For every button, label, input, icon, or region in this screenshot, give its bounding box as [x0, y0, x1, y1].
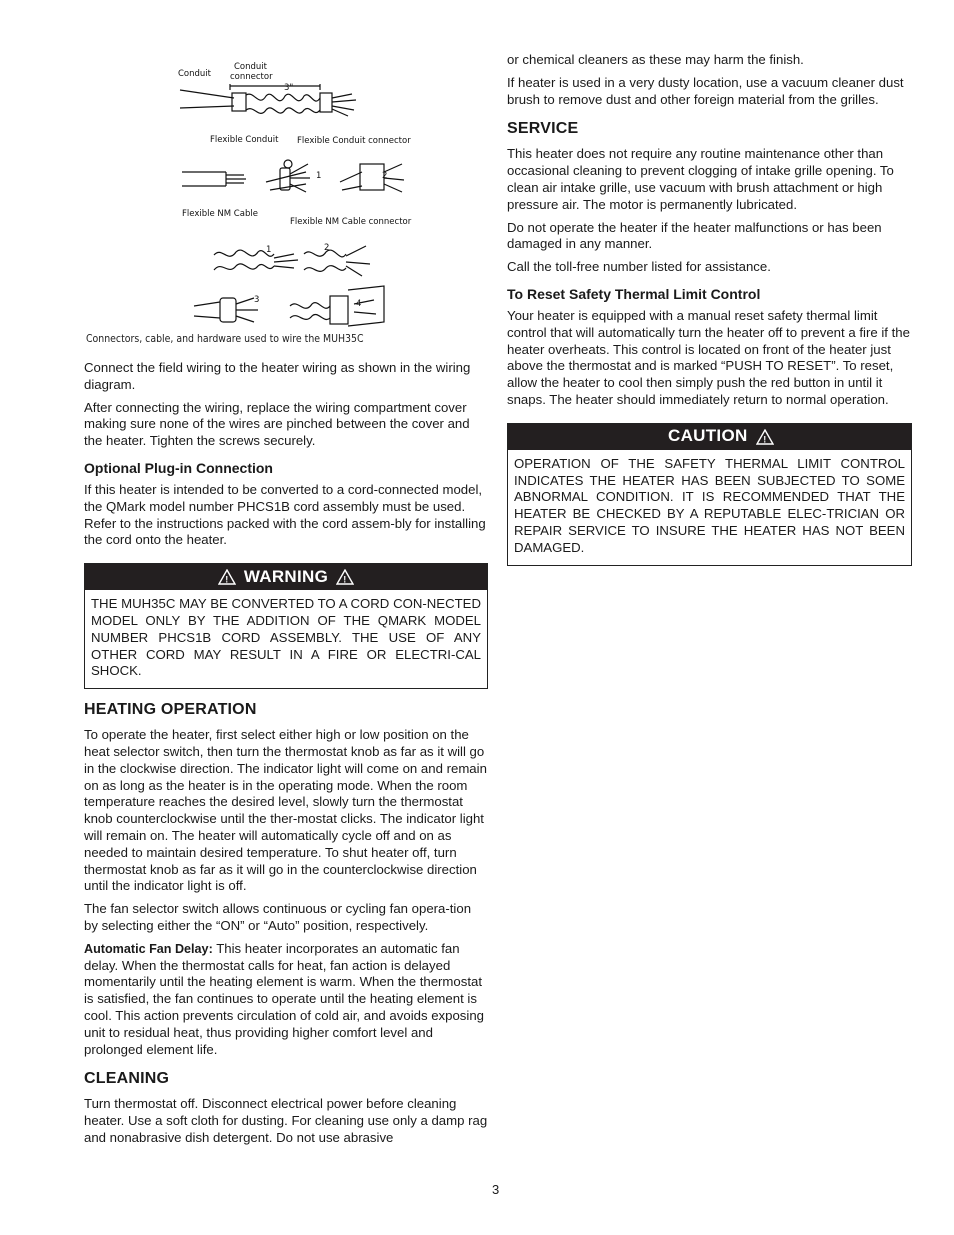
svg-text:!: ! [225, 574, 229, 585]
paragraph-heating-operation: To operate the heater, first select either high or low position on the heat selector switch, then turn the thermostat knob as far as it will go in the clockwise direction. The indicator light will come on and remain on as long as the heater is in the operating mode. When the room temperature reaches the desired level, slowly turn the thermostat knob counterclockwise until the ther-mostat clicks. The indicator light will remain on. The heater will automatically cycle off and on as needed to maintain desired temperature. To shut heater off, turn thermostat knob as far as it will go in the counterclockwise direction until the indicator light is off. [84, 727, 487, 894]
paragraph-optional-plug-in: If this heater is intended to be converted to a cord-connected model, the QMark model number PHCS1B cord assembly must be used. Refer to the instructions packed with the cord assem-bly for installing the cord onto the heater. [84, 481, 486, 548]
svg-text:!: ! [762, 434, 767, 445]
paragraph-chemical-cleaners: or chemical cleaners as these may harm the finish. [507, 52, 804, 67]
paragraph-dusty-location: If heater is used in a very dusty location, use a vacuum cleaner dust brush to remove dust and other foreign material from the grilles. [507, 74, 904, 107]
label-dimension: 3" [284, 83, 294, 93]
label-step-4: 4 [356, 299, 362, 309]
warning-header [85, 564, 487, 590]
warning-text: THE MUH35C MAY BE CONVERTED TO A CORD CON-NECTED MODEL ONLY BY THE ADDITION OF THE QMARK MODEL NUMBER PHCS1B CORD ASSEMBLY. THE USE OF ANY OTHER CORD MAY RESULT IN A FIRE OR ELECTRI-CAL SHOCK. [91, 596, 481, 679]
svg-text:!: ! [343, 574, 347, 585]
caution-title: CAUTION [668, 426, 748, 446]
caution-text: OPERATION OF THE SAFETY THERMAL LIMIT CONTROL INDICATES THE HEATER HAS BEEN SUBJECTED TO SOME ABNORMAL CONDITION. IT IS RECOMMENDED THAT THE HEATER BE CHECKED BY A REPUTABLE ELEC-TRICIAN OR REPAIR SERVICE TO INSURE THE HEATER HAS NOT BEEN DAMAGED. [514, 455, 905, 555]
paragraph-cleaning: Turn thermostat off. Disconnect electrical power before cleaning heater. Use a soft cloth for dusting. For cleaning use only a damp rag and nonabrasive dish detergent. Do not use abrasive [84, 1096, 488, 1145]
wiring-hardware-figure [84, 60, 488, 360]
label-conduit-connector-line1: Conduit [234, 62, 267, 72]
left-column [84, 60, 488, 1153]
warning-box [84, 563, 488, 689]
paragraph-service-malfunction: Do not operate the heater if the heater malfunctions or has been damaged in any manner. [507, 219, 882, 252]
label-flexible-conduit-connector: Flexible Conduit connector [297, 136, 411, 146]
paragraph-fan-delay [84, 941, 488, 1059]
label-step-3: 3 [254, 295, 260, 305]
label-step-1b: 1 [266, 245, 272, 255]
paragraph-service-call: Call the toll-free number listed for assistance. [507, 259, 771, 275]
heading-optional-plug-in: Optional Plug-in Connection [84, 459, 273, 476]
wiring-hardware-illustration [84, 60, 488, 330]
heading-cleaning: CLEANING [84, 1070, 170, 1088]
label-conduit: Conduit [178, 69, 211, 79]
heading-heating-operation: HEATING OPERATION [84, 701, 257, 719]
caution-header [508, 424, 911, 450]
heading-reset-thermal-limit: To Reset Safety Thermal Limit Control [507, 285, 761, 302]
label-step-1a: 1 [316, 171, 322, 181]
fan-delay-lead: Automatic Fan Delay: [84, 941, 213, 956]
label-step-2a: 2 [382, 171, 388, 181]
warning-triangle-icon [336, 569, 354, 585]
label-flexible-nm-cable-connector: Flexible NM Cable connector [290, 217, 412, 227]
page-number: 3 [492, 1182, 500, 1197]
paragraph-connect-wiring: Connect the field wiring to the heater wiring as shown in the wiring diagram. [84, 360, 471, 392]
paragraph-fan-selector: The fan selector switch allows continuous or cycling fan opera-tion by selecting either the “ON” or “Auto” position, respectively. [84, 901, 472, 933]
caution-box [507, 423, 912, 566]
label-flexible-nm-cable: Flexible NM Cable [182, 209, 258, 219]
paragraph-reset-thermal-limit: Your heater is equipped with a manual reset safety thermal limit control that will automatically turn the heater off to prevent a fire if the heater overheats. This control is located on front of the heater just above the thermostat and is marked “PUSH TO RESET”. To reset, allow the heater to cool then simply push the red button in until it snaps. The heater should immediately return to normal operation. [507, 307, 910, 407]
right-column [507, 52, 912, 578]
label-conduit-connector-line2: connector [230, 72, 273, 82]
label-flexible-conduit: Flexible Conduit [210, 135, 279, 145]
warning-title: WARNING [243, 566, 329, 586]
label-step-2b: 2 [324, 243, 330, 253]
warning-triangle-icon [218, 569, 236, 585]
figure-caption: Connectors, cable, and hardware used to wire the MUH35C [86, 334, 364, 345]
paragraph-replace-cover: After connecting the wiring, replace the wiring compartment cover making sure none of the wires are pinched between the cover and the heater. Tighten the screws securely. [84, 399, 470, 449]
paragraph-service-maintenance: This heater does not require any routine maintenance other than occasional cleaning to prevent clogging of intake grille opening. To clean air intake grille, use vacuum with brush attachment or high pressure air. The motor is permanently lubricated. [507, 146, 894, 212]
heading-service: SERVICE [507, 120, 579, 138]
caution-triangle-icon [756, 429, 774, 445]
fan-delay-text: This heater incorporates an automatic fan delay. When the thermostat calls for heat, fan action is delayed momentarily until the heating element is warm. When the thermostat is satisfied, the fan continues to operate until the heating element is cool. This action prevents circulation of cold air, and avoids exposing unit to residual heat, thus providing higher comfort level and prolonged element life. [84, 940, 485, 1057]
